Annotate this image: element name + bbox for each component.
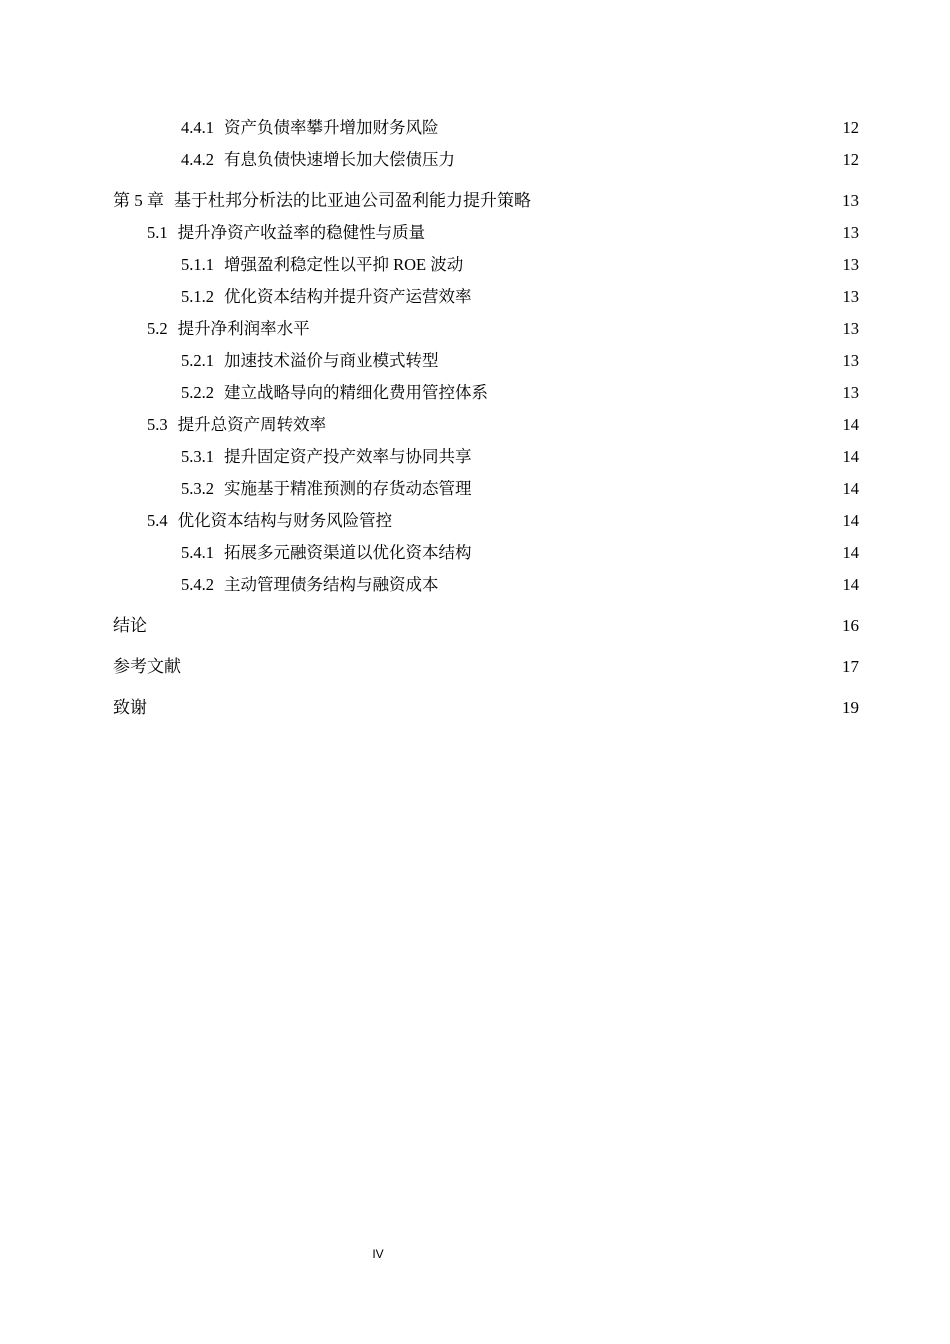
toc-entry-title: 致谢 xyxy=(113,698,147,717)
toc-entry-page: 13 xyxy=(842,255,859,274)
toc-entry-page: 13 xyxy=(842,319,859,338)
toc-entry-page: 14 xyxy=(842,479,859,498)
toc-entry-page: 16 xyxy=(842,616,859,635)
toc-references-entry[interactable] xyxy=(113,657,859,689)
toc-section-entry[interactable] xyxy=(113,511,859,543)
toc-entry-number: 5.2.1 xyxy=(181,351,214,370)
toc-entry-page: 13 xyxy=(842,287,859,306)
toc-entry-number: 5.4.1 xyxy=(181,543,214,562)
toc-entry-page: 14 xyxy=(842,415,859,434)
toc-entry-number: 5.4.2 xyxy=(181,575,214,594)
toc-entry[interactable] xyxy=(113,118,859,150)
toc-entry[interactable] xyxy=(113,255,859,287)
toc-entry-title: 优化资本结构与财务风险管控 xyxy=(177,511,393,530)
toc-conclusion-entry[interactable] xyxy=(113,616,859,648)
toc-entry-number: 5.2 xyxy=(147,319,168,338)
toc-entry-number: 5.1 xyxy=(147,223,168,242)
table-of-contents xyxy=(113,118,859,730)
toc-entry-number: 5.1.2 xyxy=(181,287,214,306)
toc-entry-number: 5.1.1 xyxy=(181,255,214,274)
toc-entry-page: 13 xyxy=(842,223,859,242)
toc-entry[interactable] xyxy=(113,287,859,319)
toc-entry-page: 17 xyxy=(842,657,859,676)
toc-entry[interactable] xyxy=(113,447,859,479)
toc-entry-title: 加速技术溢价与商业模式转型 xyxy=(224,351,439,370)
toc-entry-title: 基于杜邦分析法的比亚迪公司盈利能力提升策略 xyxy=(174,191,531,210)
toc-entry-title: 有息负债快速增长加大偿债压力 xyxy=(224,150,455,169)
toc-entry-title: 资产负债率攀升增加财务风险 xyxy=(224,118,439,137)
toc-entry-page: 14 xyxy=(842,511,859,530)
toc-entry-number: 4.4.1 xyxy=(181,118,214,137)
toc-entry-number: 4.4.2 xyxy=(181,150,214,169)
toc-entry-number: 5.2.2 xyxy=(181,383,214,402)
toc-entry-page: 14 xyxy=(842,447,859,466)
toc-entry-number: 5.3.2 xyxy=(181,479,214,498)
toc-entry-title: 拓展多元融资渠道以优化资本结构 xyxy=(224,543,472,562)
toc-entry-title: 实施基于精准预测的存货动态管理 xyxy=(224,479,472,498)
toc-entry[interactable] xyxy=(113,479,859,511)
toc-entry-number: 5.3 xyxy=(147,415,168,434)
toc-entry[interactable] xyxy=(113,383,859,415)
toc-entry-page: 12 xyxy=(842,118,859,137)
toc-entry-title: 建立战略导向的精细化费用管控体系 xyxy=(224,383,488,402)
toc-entry-title: 提升净资产收益率的稳健性与质量 xyxy=(177,223,426,242)
toc-section-entry[interactable] xyxy=(113,223,859,255)
toc-entry-title: 提升净利润率水平 xyxy=(177,319,310,338)
toc-entry-number: 5.4 xyxy=(147,511,168,530)
toc-entry-page: 13 xyxy=(842,351,859,370)
toc-entry-page: 14 xyxy=(842,543,859,562)
toc-entry-number: 第 5 章 xyxy=(113,191,164,210)
toc-entry-title: 优化资本结构并提升资产运营效率 xyxy=(224,287,472,306)
toc-entry-title: 提升总资产周转效率 xyxy=(177,415,327,434)
toc-entry-page: 14 xyxy=(842,575,859,594)
toc-entry[interactable] xyxy=(113,543,859,575)
toc-entry-page: 19 xyxy=(842,698,859,717)
toc-entry-page: 13 xyxy=(842,191,859,210)
toc-entry-page: 13 xyxy=(842,383,859,402)
toc-acknowledgements-entry[interactable] xyxy=(113,698,859,730)
toc-entry-title: 结论 xyxy=(113,616,147,635)
toc-chapter-entry[interactable] xyxy=(113,191,859,223)
page-number: IV xyxy=(372,1247,384,1261)
toc-entry-title: 参考文献 xyxy=(113,657,181,676)
toc-entry-title: 增强盈利稳定性以平抑 ROE 波动 xyxy=(224,255,464,274)
toc-entry-page: 12 xyxy=(842,150,859,169)
toc-section-entry[interactable] xyxy=(113,415,859,447)
toc-entry[interactable] xyxy=(113,351,859,383)
toc-entry-title: 提升固定资产投产效率与协同共享 xyxy=(224,447,472,466)
toc-section-entry[interactable] xyxy=(113,319,859,351)
toc-entry[interactable] xyxy=(113,150,859,182)
toc-entry[interactable] xyxy=(113,575,859,607)
toc-entry-number: 5.3.1 xyxy=(181,447,214,466)
toc-entry-title: 主动管理债务结构与融资成本 xyxy=(224,575,439,594)
